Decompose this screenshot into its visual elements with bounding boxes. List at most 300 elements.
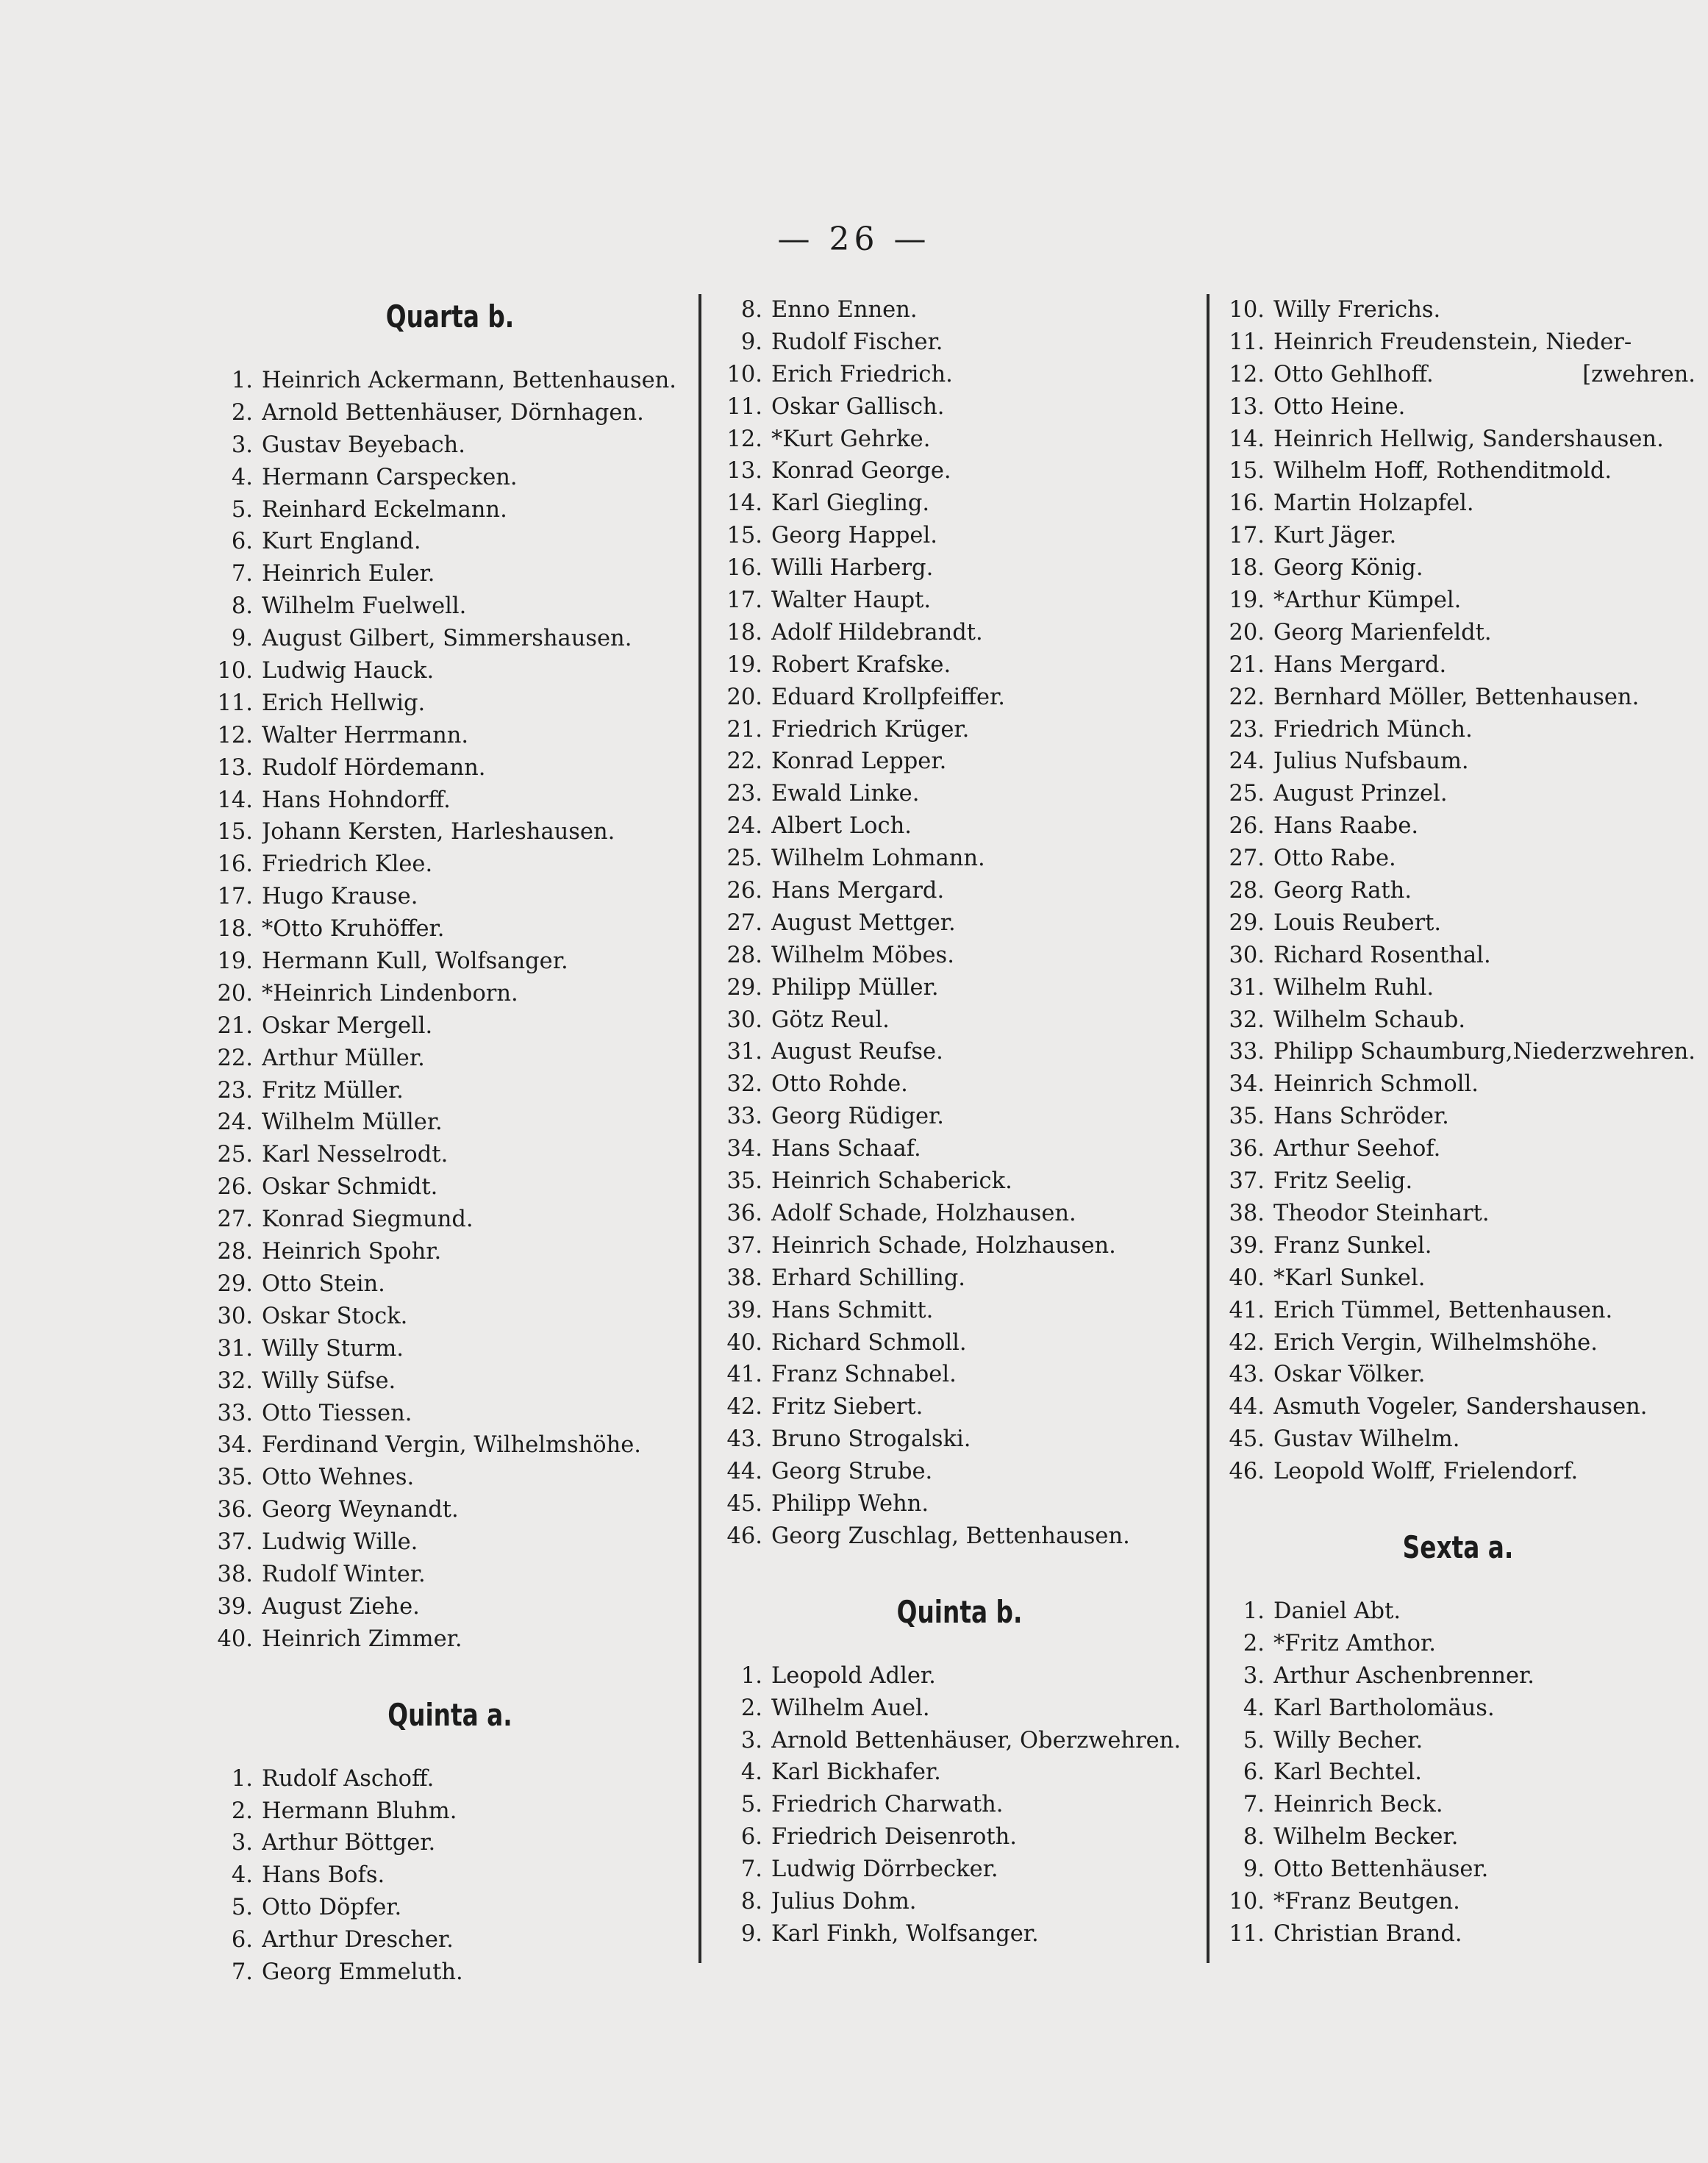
entry-number: 2. (231, 1798, 253, 1824)
entry-name: Adolf Hildebrandt. (771, 619, 983, 646)
entry-name: August Ziehe. (262, 1593, 420, 1620)
entry-name: Ferdinand Vergin, Wilhelmshöhe. (262, 1432, 641, 1459)
entry-number: 14. (1229, 426, 1265, 452)
entry-name: Arthur Seehof. (1273, 1136, 1441, 1162)
entry-number: 15. (726, 523, 762, 549)
list-item (717, 1198, 1202, 1230)
entry-number: 36. (726, 1200, 762, 1226)
entry-number: 44. (726, 1459, 762, 1485)
entry-number: 21. (726, 716, 762, 743)
section-title: Sexta a. (1402, 1529, 1514, 1565)
entry-number: 20. (726, 684, 762, 710)
list-item (717, 1886, 1202, 1918)
entry-number: 22. (217, 1045, 253, 1071)
entry-name: Otto Döpfer. (262, 1895, 402, 1921)
list-item (207, 1827, 693, 1859)
list-item (1219, 1423, 1697, 1456)
entry-name: Arthur Müller. (262, 1045, 425, 1071)
entry-number: 3. (740, 1727, 762, 1753)
entry-number: 10. (1229, 1888, 1265, 1914)
entry-number: 13. (217, 754, 253, 781)
list-item (717, 1756, 1202, 1789)
entry-name: Heinrich Schade, Holzhausen. (771, 1232, 1116, 1259)
entry-number: 2. (1243, 1630, 1265, 1656)
entry-number: 31. (217, 1335, 253, 1362)
list-item (207, 494, 693, 526)
entry-name: Ewald Linke. (771, 781, 920, 807)
entry-number: 27. (1229, 845, 1265, 872)
entry-name: Oskar Völker. (1273, 1362, 1426, 1388)
list-item (717, 359, 1202, 391)
list-item (1219, 1756, 1697, 1789)
list-item (1219, 875, 1697, 907)
list-item (717, 487, 1202, 520)
entry-number: 23. (217, 1077, 253, 1104)
entry-number: 40. (217, 1626, 253, 1652)
entry-number: 17. (1229, 523, 1265, 549)
entry-number: 10. (1229, 297, 1265, 323)
list-item (717, 1391, 1202, 1423)
list-item (207, 1204, 693, 1236)
list-item (717, 1789, 1202, 1821)
entry-number: 30. (726, 1007, 762, 1033)
list-item (207, 1171, 693, 1204)
list-item (207, 1106, 693, 1139)
student-list (207, 1763, 693, 1989)
list-item (717, 1853, 1202, 1886)
list-item (1219, 1725, 1697, 1757)
entry-number: 4. (231, 1862, 253, 1889)
entry-name: Konrad Lepper. (771, 748, 947, 775)
entry-number: 37. (726, 1232, 762, 1259)
list-item (207, 1526, 693, 1559)
list-item (207, 1043, 693, 1075)
entry-number: 14. (217, 787, 253, 813)
entry-name: Oskar Gallisch. (771, 393, 945, 420)
entry-number: 22. (1229, 684, 1265, 710)
entry-name: Willi Harberg. (771, 555, 934, 582)
list-item (1219, 649, 1697, 682)
entry-name: Hans Hohndorff. (262, 787, 451, 813)
entry-name: Otto Stein. (262, 1270, 385, 1297)
entry-number: 31. (1229, 974, 1265, 1001)
entry-number: 7. (740, 1856, 762, 1883)
entry-name: Ludwig Dörrbecker. (771, 1856, 998, 1883)
entry-name: Karl Bechtel. (1273, 1759, 1422, 1786)
list-item (1219, 1886, 1697, 1918)
list-item (207, 752, 693, 784)
entry-name: Götz Reul. (771, 1007, 890, 1033)
list-item (207, 1268, 693, 1301)
list-item (207, 397, 693, 429)
entry-name: Georg Strube. (771, 1459, 933, 1485)
list-item (717, 423, 1202, 456)
entry-name: Kurt Jäger. (1273, 523, 1397, 549)
list-item (717, 1692, 1202, 1725)
entry-number: 7. (231, 561, 253, 587)
list-item (1219, 1660, 1697, 1692)
list-item (1219, 1628, 1697, 1660)
entry-number: 9. (740, 1920, 762, 1947)
list-item (717, 455, 1202, 487)
list-item (1219, 1595, 1697, 1628)
list-item (207, 1591, 693, 1623)
entry-number: 23. (726, 781, 762, 807)
entry-number: 19. (1229, 587, 1265, 614)
entry-number: 38. (217, 1561, 253, 1587)
entry-number: 20. (217, 980, 253, 1007)
entry-name: Hans Raabe. (1273, 813, 1419, 840)
entry-name: Arthur Böttger. (262, 1830, 436, 1856)
entry-number: 13. (726, 458, 762, 485)
entry-name: Oskar Schmidt. (262, 1174, 438, 1201)
list-item (1219, 1456, 1697, 1488)
entry-name: Karl Bickhafer. (771, 1759, 941, 1786)
entry-name: Rudolf Fischer. (771, 329, 943, 355)
list-item (1219, 1036, 1697, 1068)
entry-name: Heinrich Schaberick. (771, 1168, 1012, 1195)
list-item (717, 1230, 1202, 1262)
entry-number: 22. (726, 748, 762, 775)
section-title: Quinta b. (896, 1593, 1023, 1630)
entry-number: 27. (217, 1206, 253, 1233)
student-list (717, 294, 1202, 1553)
entry-name: *Heinrich Lindenborn. (262, 980, 518, 1007)
entry-number: 5. (740, 1792, 762, 1818)
entry-name: Reinhard Eckelmann. (262, 496, 507, 523)
list-item (1219, 907, 1697, 940)
list-item (207, 881, 693, 913)
entry-name: Adolf Schade, Holzhausen. (771, 1200, 1076, 1226)
list-item (207, 590, 693, 623)
list-item (717, 326, 1202, 359)
entry-number: 12. (726, 426, 762, 452)
list-item (1219, 1165, 1697, 1198)
column-right (1219, 294, 1697, 1951)
entry-name: Willy Süfse. (262, 1367, 396, 1394)
entry-name: August Prinzel. (1273, 781, 1448, 807)
list-item (717, 1520, 1202, 1553)
entry-name: Eduard Krollpfeiffer. (771, 684, 1005, 710)
entry-number: 4. (231, 464, 253, 490)
list-item (717, 1262, 1202, 1295)
list-item (207, 816, 693, 848)
entry-number: 39. (217, 1593, 253, 1620)
list-item (207, 1623, 693, 1656)
list-item (717, 552, 1202, 584)
list-item (717, 1036, 1202, 1068)
entry-number: 40. (726, 1329, 762, 1356)
entry-name: Georg Marienfeldt. (1273, 619, 1492, 646)
entry-number: 30. (1229, 942, 1265, 968)
entry-name: Daniel Abt. (1273, 1598, 1401, 1624)
list-item (717, 1821, 1202, 1853)
entry-number: 8. (740, 1888, 762, 1914)
entry-number: 26. (217, 1174, 253, 1201)
entry-name: Otto Bettenhäuser. (1273, 1856, 1489, 1883)
list-item (717, 1327, 1202, 1359)
list-item (207, 655, 693, 687)
entry-number: 29. (217, 1270, 253, 1297)
entry-name: Wilhelm Becker. (1273, 1824, 1459, 1851)
entry-number: 42. (726, 1394, 762, 1420)
entry-name: Willy Sturm. (262, 1335, 404, 1362)
entry-name: Christian Brand. (1273, 1920, 1462, 1947)
entry-number: 3. (1243, 1662, 1265, 1689)
entry-number: 5. (1243, 1727, 1265, 1753)
list-item (1219, 423, 1697, 456)
entry-number: 19. (726, 651, 762, 678)
entry-name: Franz Sunkel. (1273, 1232, 1432, 1259)
entry-name: *Karl Sunkel. (1273, 1265, 1426, 1291)
entry-number: 17. (726, 587, 762, 614)
entry-name: *Kurt Gehrke. (771, 426, 931, 452)
entry-name: Willy Frerichs. (1273, 297, 1441, 323)
list-item (717, 520, 1202, 552)
entry-name: Hans Mergard. (771, 878, 945, 904)
entry-name: Heinrich Euler. (262, 561, 435, 587)
list-item (1219, 810, 1697, 843)
entry-name: Hermann Carspecken. (262, 464, 518, 490)
entry-number: 31. (726, 1039, 762, 1065)
entry-number: 38. (726, 1265, 762, 1291)
entry-name: Karl Giegling. (771, 490, 930, 517)
entry-number: 11. (726, 393, 762, 420)
entry-number: 45. (1229, 1426, 1265, 1453)
list-item (207, 365, 693, 397)
entry-name: Georg Rüdiger. (771, 1104, 944, 1130)
entry-name: Asmuth Vogeler, Sandershausen. (1273, 1394, 1648, 1420)
entry-name: Otto Rabe. (1273, 845, 1396, 872)
list-item (717, 778, 1202, 810)
page-number: — 26 — (777, 221, 931, 258)
list-item (717, 1359, 1202, 1391)
entry-name: Arnold Bettenhäuser, Dörnhagen. (262, 399, 644, 426)
list-item (207, 720, 693, 752)
entry-name: Friedrich Krüger. (771, 716, 970, 743)
entry-name: Arthur Drescher. (262, 1927, 454, 1953)
entry-name: Louis Reubert. (1273, 909, 1442, 936)
list-item (1219, 1262, 1697, 1295)
entry-number: 12. (1229, 361, 1265, 387)
entry-number: 19. (217, 948, 253, 975)
list-item (717, 907, 1202, 940)
list-item (717, 875, 1202, 907)
entry-name: Otto Wehnes. (262, 1465, 415, 1491)
list-item (717, 1101, 1202, 1133)
list-item (1219, 1198, 1697, 1230)
entry-number: 18. (726, 619, 762, 646)
list-item (717, 1423, 1202, 1456)
entry-name: Georg Weynandt. (262, 1497, 459, 1523)
list-item (1219, 714, 1697, 746)
entry-name: Fritz Müller. (262, 1077, 404, 1104)
list-item (207, 526, 693, 558)
entry-name: Leopold Adler. (771, 1662, 936, 1689)
entry-number: 43. (1229, 1362, 1265, 1388)
list-item (1219, 326, 1697, 359)
entry-name: Enno Ennen. (771, 297, 918, 323)
list-item (207, 1398, 693, 1430)
entry-name: Willy Becher. (1273, 1727, 1423, 1753)
list-item (717, 294, 1202, 326)
list-item (1219, 1004, 1697, 1037)
entry-number: 35. (726, 1168, 762, 1195)
entry-number: 34. (1229, 1071, 1265, 1098)
entry-number: 28. (1229, 878, 1265, 904)
entry-number: 14. (726, 490, 762, 517)
entry-number: 40. (1229, 1265, 1265, 1291)
entry-name: Otto Rohde. (771, 1071, 908, 1098)
entry-name: Otto Tiessen. (262, 1400, 412, 1426)
student-list (1219, 1595, 1697, 1951)
entry-number: 16. (726, 555, 762, 582)
entry-name: Gustav Wilhelm. (1273, 1426, 1460, 1453)
entry-number: 38. (1229, 1200, 1265, 1226)
list-item (207, 1859, 693, 1892)
entry-number: 8. (740, 297, 762, 323)
entry-name: Wilhelm Lohmann. (771, 845, 985, 872)
entry-name: Bruno Strogalski. (771, 1426, 971, 1453)
list-item (717, 617, 1202, 649)
entry-number: 18. (217, 916, 253, 943)
list-item (1219, 940, 1697, 972)
entry-name: Oskar Stock. (262, 1303, 408, 1329)
list-item (207, 945, 693, 978)
entry-number: 7. (231, 1959, 253, 1985)
list-item (207, 429, 693, 462)
entry-name: Karl Nesselrodt. (262, 1142, 449, 1168)
entry-number: 26. (726, 878, 762, 904)
entry-number: 33. (1229, 1039, 1265, 1065)
entry-number: 17. (217, 884, 253, 910)
list-item (207, 913, 693, 945)
entry-name: Wilhelm Hoff, Rothenditmold. (1273, 458, 1612, 485)
entry-number: 7. (1243, 1792, 1265, 1818)
entry-number: 39. (1229, 1232, 1265, 1259)
entry-number: 8. (231, 593, 253, 620)
entry-name: August Mettger. (771, 909, 956, 936)
section-title: Quinta a. (387, 1696, 512, 1733)
entry-name: August Reufse. (771, 1039, 943, 1065)
entry-name: August Gilbert, Simmershausen. (262, 626, 632, 652)
entry-name: Gustav Beyebach. (262, 432, 465, 458)
entry-number: 24. (217, 1109, 253, 1136)
entry-name: Georg Zuschlag, Bettenhausen. (771, 1523, 1130, 1549)
list-item (207, 687, 693, 720)
entry-name: Philipp Wehn. (771, 1490, 929, 1517)
entry-name: Hans Schröder. (1273, 1104, 1449, 1130)
list-item (1219, 1101, 1697, 1133)
entry-number: 32. (217, 1367, 253, 1394)
entry-name: Oskar Mergell. (262, 1012, 433, 1039)
list-item (207, 1139, 693, 1171)
list-item (717, 746, 1202, 778)
list-item (207, 1301, 693, 1333)
list-item (717, 810, 1202, 843)
entry-number: 29. (1229, 909, 1265, 936)
entry-number: 27. (726, 909, 762, 936)
entry-number: 6. (231, 529, 253, 555)
entry-number: 25. (726, 845, 762, 872)
entry-number: 4. (1243, 1695, 1265, 1721)
entry-number: 20. (1229, 619, 1265, 646)
entry-number: 6. (740, 1824, 762, 1851)
list-item (207, 623, 693, 655)
list-item (717, 1456, 1202, 1488)
entry-number: 9. (740, 329, 762, 355)
entry-name: Wilhelm Ruhl. (1273, 974, 1434, 1001)
entry-number: 11. (1229, 329, 1265, 355)
entry-number: 41. (726, 1362, 762, 1388)
entry-number: 29. (726, 974, 762, 1001)
list-item (717, 1133, 1202, 1165)
entry-number: 2. (740, 1695, 762, 1721)
list-item (1219, 1295, 1697, 1327)
entry-name: *Fritz Amthor. (1273, 1630, 1436, 1656)
list-item (717, 843, 1202, 875)
entry-name: Otto Gehlhoff. (1273, 361, 1434, 387)
entry-number: 8. (1243, 1824, 1265, 1851)
list-item (207, 978, 693, 1010)
entry-number: 12. (217, 722, 253, 748)
entry-name: Richard Schmoll. (771, 1329, 967, 1356)
list-item (1219, 391, 1697, 423)
entry-number: 45. (726, 1490, 762, 1517)
entry-name: Rudolf Winter. (262, 1561, 426, 1587)
list-item (1219, 552, 1697, 584)
entry-number: 18. (1229, 555, 1265, 582)
entry-number: 25. (1229, 781, 1265, 807)
entry-name: Erich Hellwig. (262, 690, 426, 716)
entry-name: Georg König. (1273, 555, 1423, 582)
list-item (1219, 682, 1697, 714)
entry-number: 16. (217, 851, 253, 878)
entry-name: Ludwig Wille. (262, 1529, 418, 1556)
column-divider (1207, 294, 1209, 1963)
entry-name: Rudolf Hördemann. (262, 754, 486, 781)
entry-name: Friedrich Deisenroth. (771, 1824, 1017, 1851)
entry-name: Julius Dohm. (771, 1888, 917, 1914)
list-item (717, 1004, 1202, 1037)
entry-number: 41. (1229, 1297, 1265, 1323)
list-item (1219, 1359, 1697, 1391)
list-item (1219, 1327, 1697, 1359)
entry-name: Heinrich Beck. (1273, 1792, 1443, 1818)
entry-number: 1. (231, 368, 253, 393)
list-item (1219, 1918, 1697, 1951)
list-item (207, 1924, 693, 1956)
list-item (1219, 778, 1697, 810)
entry-number: 1. (1243, 1598, 1265, 1624)
entry-number: 10. (726, 361, 762, 387)
entry-number: 16. (1229, 490, 1265, 517)
entry-name: Rudolf Aschoff. (262, 1765, 435, 1792)
entry-name: Walter Herrmann. (262, 722, 469, 748)
list-item (1219, 1230, 1697, 1262)
entry-number: 35. (1229, 1104, 1265, 1130)
list-item (717, 1488, 1202, 1520)
entry-name: *Franz Beutgen. (1273, 1888, 1460, 1914)
list-item (1219, 746, 1697, 778)
entry-number: 46. (1229, 1459, 1265, 1485)
list-item (1219, 1853, 1697, 1886)
entry-name: Martin Holzapfel. (1273, 490, 1474, 517)
list-item (1219, 1133, 1697, 1165)
list-item (1219, 843, 1697, 875)
list-item (207, 1763, 693, 1795)
entry-number: 32. (726, 1071, 762, 1098)
